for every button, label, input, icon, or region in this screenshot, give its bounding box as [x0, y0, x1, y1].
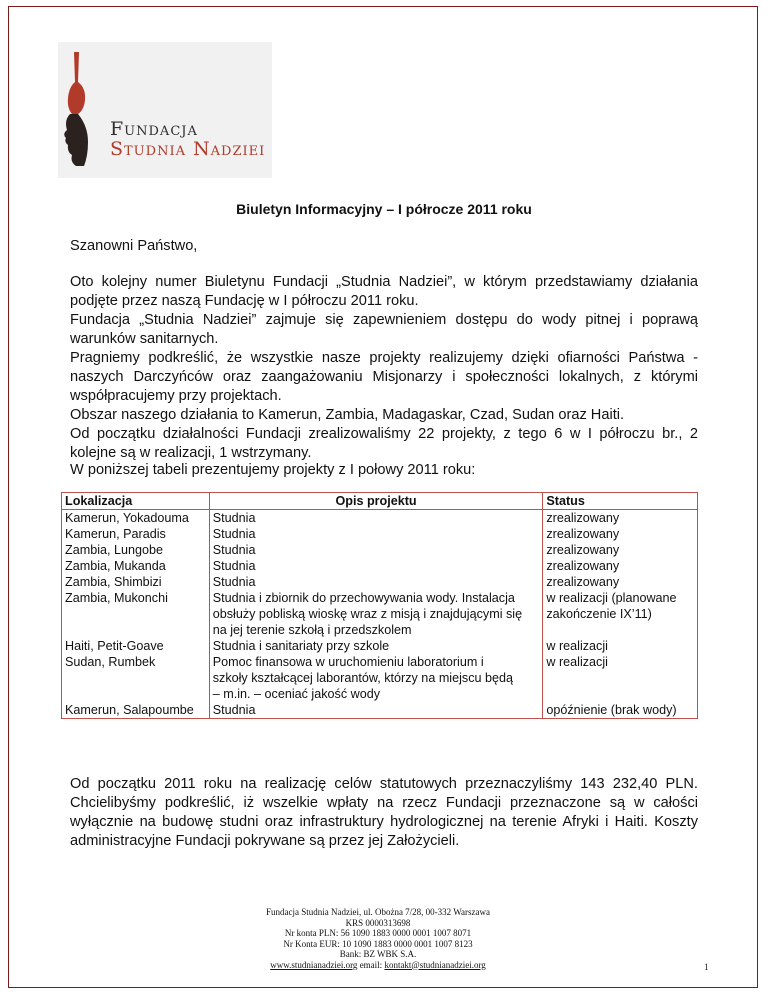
footer-contact	[0, 960, 756, 971]
cell-text: w realizacji	[546, 655, 608, 669]
cell-text: Pomoc finansowa w uruchomieniu laboratorium i	[212, 655, 484, 669]
cell-text: Zambia, Mukonchi	[65, 591, 168, 605]
page-number: 1	[704, 962, 709, 972]
footer-account-pln: Nr konta PLN: 56 1090 1883 0000 0001 1007 8071	[284, 928, 472, 938]
cell-text: szkoły kształcącej laborantów, którzy na miejscu będą	[212, 671, 514, 685]
logo-text-fundacja: Fundacja	[110, 118, 198, 140]
cell-text: na jej terenie szkołą i przedszkolem	[212, 623, 412, 637]
cell-text	[65, 670, 206, 686]
cell-text: Studnia i sanitariaty przy szkole	[212, 639, 390, 653]
logo-text-studnia-nadziei: Studnia Nadziei	[110, 138, 266, 160]
cell-text: Studnia	[212, 575, 256, 589]
location-cell	[62, 510, 210, 719]
cell-text: Studnia	[212, 703, 256, 717]
status-cell	[543, 510, 698, 719]
intro-paragraph: Pragniemy podkreślić, że wszystkie nasze projekty realizujemy dzięki ofiarności Państwa - naszych Darczyńców oraz zaangażowaniu Misjonarzy i społeczności lokalnych, z którymi współpracujemy przy projektach.	[70, 350, 698, 404]
email-label: email:	[357, 959, 385, 970]
intro-section	[70, 273, 698, 463]
cell-text: Studnia i zbiornik do przechowywania wody. Instalacja	[212, 591, 515, 605]
intro-paragraph: Oto kolejny numer Biuletynu Fundacji „Studnia Nadziei”, w którym przedstawiamy działania podjęte przez naszą Fundację w I półroczu 2011 roku.	[70, 274, 698, 309]
cell-text: zrealizowany	[546, 559, 620, 573]
footer	[0, 907, 756, 970]
footer-bank: Bank: BZ WBK S.A.	[339, 949, 417, 959]
cell-text	[546, 622, 694, 638]
footer-account-eur: Nr Konta EUR: 10 1090 1883 0000 0001 1007 8123	[283, 938, 473, 949]
cell-text: opóźnienie (brak wody)	[546, 703, 677, 717]
table-row	[62, 510, 698, 719]
email-link[interactable]: kontakt@studnianadziei.org	[384, 959, 486, 970]
table-header-row	[62, 493, 698, 510]
header-status: Status	[543, 493, 698, 510]
cell-text: Zambia, Shimbizi	[65, 575, 162, 589]
document-title: Biuletyn Informacyjny – I półrocze 2011 roku	[236, 201, 532, 217]
cell-text: Zambia, Lungobe	[65, 543, 164, 557]
cell-text: w realizacji	[546, 639, 608, 653]
cell-text: zrealizowany	[546, 527, 620, 541]
cell-text	[546, 686, 694, 702]
cell-text	[65, 622, 206, 638]
website-link[interactable]: www.studnianadziei.org	[270, 959, 358, 970]
projects-table	[61, 492, 698, 719]
description-cell	[209, 510, 543, 719]
cell-text: obsłuży pobliską wioskę wraz z misją i znajdującymi się	[212, 607, 523, 621]
cell-text: Haiti, Petit-Goave	[65, 639, 164, 653]
cell-text: zakończenie IX’11)	[546, 607, 652, 621]
cell-text: zrealizowany	[546, 511, 620, 525]
cell-text: – m.in. – oceniać jakość wody	[212, 687, 381, 701]
cell-text: zrealizowany	[546, 575, 620, 589]
intro-paragraph: Obszar naszego działania to Kamerun, Zambia, Madagaskar, Czad, Sudan oraz Haiti.	[70, 407, 625, 423]
cell-text: Studnia	[212, 543, 256, 557]
footer-krs: KRS 0000313698	[345, 917, 411, 928]
cell-text: Sudan, Rumbek	[65, 655, 156, 669]
footer-address: Fundacja Studnia Nadziei, ul. Obożna 7/28, 00-332 Warszawa	[265, 907, 491, 917]
cell-text: Kamerun, Salapoumbe	[65, 703, 194, 717]
greeting: Szanowni Państwo,	[70, 238, 198, 254]
intro-paragraph: Od początku działalności Fundacji zrealizowaliśmy 22 projekty, z tego 6 w I półroczu br., 2 kolejne są w realizacji, 1 wstrzymany.	[70, 426, 698, 461]
cell-text: Kamerun, Yokadouma	[65, 511, 189, 525]
cell-text: w realizacji (planowane	[546, 591, 677, 605]
cell-text: Studnia	[212, 559, 256, 573]
cell-text: Kamerun, Paradis	[65, 527, 166, 541]
cell-text	[65, 606, 206, 622]
table-intro: W poniższej tabeli prezentujemy projekty z I połowy 2011 roku:	[70, 462, 476, 478]
foundation-logo	[58, 42, 272, 178]
header-description: Opis projektu	[209, 493, 543, 510]
cell-text: Zambia, Mukanda	[65, 559, 166, 573]
cell-text: Studnia	[212, 511, 256, 525]
cell-text: zrealizowany	[546, 543, 620, 557]
intro-paragraph: Fundacja „Studnia Nadziei” zajmuje się zapewnieniem dostępu do wody pitnej i poprawą warunków sanitarnych.	[70, 312, 698, 347]
header-location: Lokalizacja	[62, 493, 210, 510]
cell-text	[546, 670, 694, 686]
cell-text: Studnia	[212, 527, 256, 541]
cell-text	[65, 686, 206, 702]
closing-paragraph: Od początku 2011 roku na realizację celów statutowych przeznaczyliśmy 143 232,40 PLN. Chcielibyśmy podkreślić, iż wszelkie wpłaty na rzecz Fundacji przeznaczone są w całości wyłącznie na budowę studni oraz infrastruktury hydrologicznej na terenie Afryki i Haiti. Koszty administracyjne Fundacji pokrywane są przez jej Założycieli.	[70, 776, 698, 849]
